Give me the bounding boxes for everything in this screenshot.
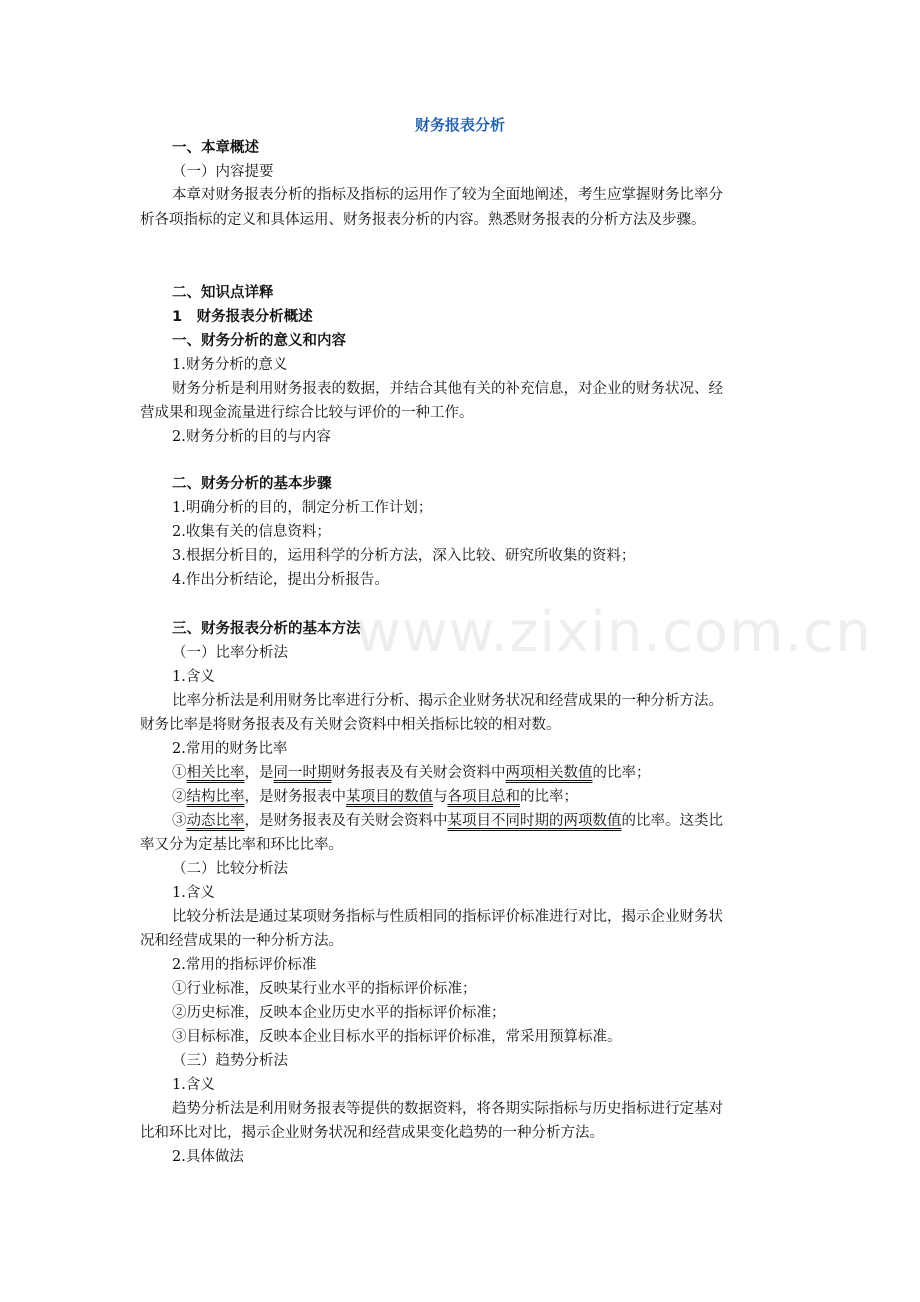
watermark: www.zixin.com.cn	[355, 600, 872, 665]
list-item: ③目标标准，反映本企业目标水平的指标评价标准，常采用预算标准。	[172, 1029, 622, 1045]
subsection-heading: 二、财务分析的基本步骤	[172, 476, 332, 492]
method-heading: （一）比率分析法	[172, 645, 288, 661]
ratio-emphasis: 各项目总和	[447, 789, 520, 805]
document-title: 财务报表分析	[414, 116, 505, 134]
paragraph-line: 率又分为定基比率和环比比率。	[140, 837, 343, 853]
ratio-term: 动态比率	[186, 813, 245, 829]
ratio-text: 的比率；	[520, 789, 578, 805]
paragraph-line: 况和经营成果的一种分析方法。	[140, 933, 343, 949]
ratio-term: 结构比率	[186, 789, 245, 805]
list-item: 1.含义	[172, 885, 215, 901]
list-item: ①行业标准，反映某行业水平的指标评价标准；	[172, 981, 477, 997]
list-item: 1.含义	[172, 1077, 215, 1093]
list-item: 2.收集有关的信息资料；	[172, 524, 331, 540]
ratio-item-related	[172, 763, 651, 783]
list-item: 1.财务分析的意义	[172, 357, 288, 373]
ratio-term: 相关比率	[186, 765, 245, 781]
list-item: 2.常用的财务比率	[172, 741, 288, 757]
paragraph-line: 财务比率是将财务报表及有关财会资料中相关指标比较的相对数。	[140, 717, 561, 733]
ratio-marker: ①	[172, 765, 187, 781]
ratio-emphasis: 某项目不同时期的两项数值	[447, 813, 622, 829]
ratio-emphasis: 两项相关数值	[505, 765, 593, 781]
ratio-text: ，是财务报表及有关财会资料中	[244, 813, 448, 829]
method-heading: （三）趋势分析法	[172, 1053, 288, 1069]
paragraph-line: 本章对财务报表分析的指标及指标的运用作了较为全面地阐述，考生应掌握财务比率分	[172, 187, 723, 203]
paragraph-line: 比和环比对比，揭示企业财务状况和经营成果变化趋势的一种分析方法。	[140, 1125, 604, 1141]
paragraph-line: 析各项指标的定义和具体运用、财务报表分析的内容。熟悉财务报表的分析方法及步骤。	[140, 212, 706, 228]
ratio-marker: ②	[172, 789, 187, 805]
subsection-heading: 1 财务报表分析概述	[172, 309, 313, 325]
list-item: 4.作出分析结论，提出分析报告。	[172, 572, 389, 588]
method-heading: （二）比较分析法	[172, 861, 288, 877]
ratio-marker: ③	[172, 813, 187, 829]
list-item: 1.明确分析的目的，制定分析工作计划；	[172, 500, 433, 516]
list-item: ②历史标准，反映本企业历史水平的指标评价标准；	[172, 1005, 506, 1021]
ratio-text: ，是财务报表中	[244, 789, 346, 805]
ratio-text: 的比率；	[592, 765, 651, 781]
paragraph-line: 比率分析法是利用财务比率进行分析、揭示企业财务状况和经营成果的一种分析方法。	[172, 693, 723, 709]
list-item: 2.具体做法	[172, 1149, 244, 1165]
ratio-emphasis: 同一时期	[273, 765, 332, 781]
paragraph-line: 财务分析是利用财务报表的数据，并结合其他有关的补充信息，对企业的财务状况、经	[172, 381, 723, 397]
list-item: 1.含义	[172, 669, 215, 685]
ratio-text: 的比率。这类比	[621, 813, 723, 829]
subsection-heading: 三、财务报表分析的基本方法	[172, 621, 361, 637]
section-1-subheading: （一）内容提要	[172, 164, 274, 180]
paragraph-line: 比较分析法是通过某项财务指标与性质相同的指标评价标准进行对比，揭示企业财务状	[172, 909, 723, 925]
subsection-heading: 一、财务分析的意义和内容	[172, 333, 346, 349]
list-item: 2.常用的指标评价标准	[172, 957, 317, 973]
ratio-text: 财务报表及有关财会资料中	[331, 765, 506, 781]
ratio-item-structure	[172, 787, 578, 807]
ratio-emphasis: 某项目的数值	[346, 789, 433, 805]
paragraph-line: 趋势分析法是利用财务报表等提供的数据资料，将各期实际指标与历史指标进行定基对	[172, 1101, 723, 1117]
ratio-text: 与	[433, 789, 448, 805]
section-1-heading: 一、本章概述	[172, 140, 259, 156]
list-item: 3.根据分析目的，运用科学的分析方法，深入比较、研究所收集的资料；	[172, 548, 636, 564]
ratio-item-dynamic	[172, 811, 723, 831]
list-item: 2.财务分析的目的与内容	[172, 429, 331, 445]
ratio-text: ，是	[244, 765, 274, 781]
section-2-heading: 二、知识点详释	[172, 285, 274, 301]
paragraph-line: 营成果和现金流量进行综合比较与评价的一种工作。	[140, 405, 474, 421]
